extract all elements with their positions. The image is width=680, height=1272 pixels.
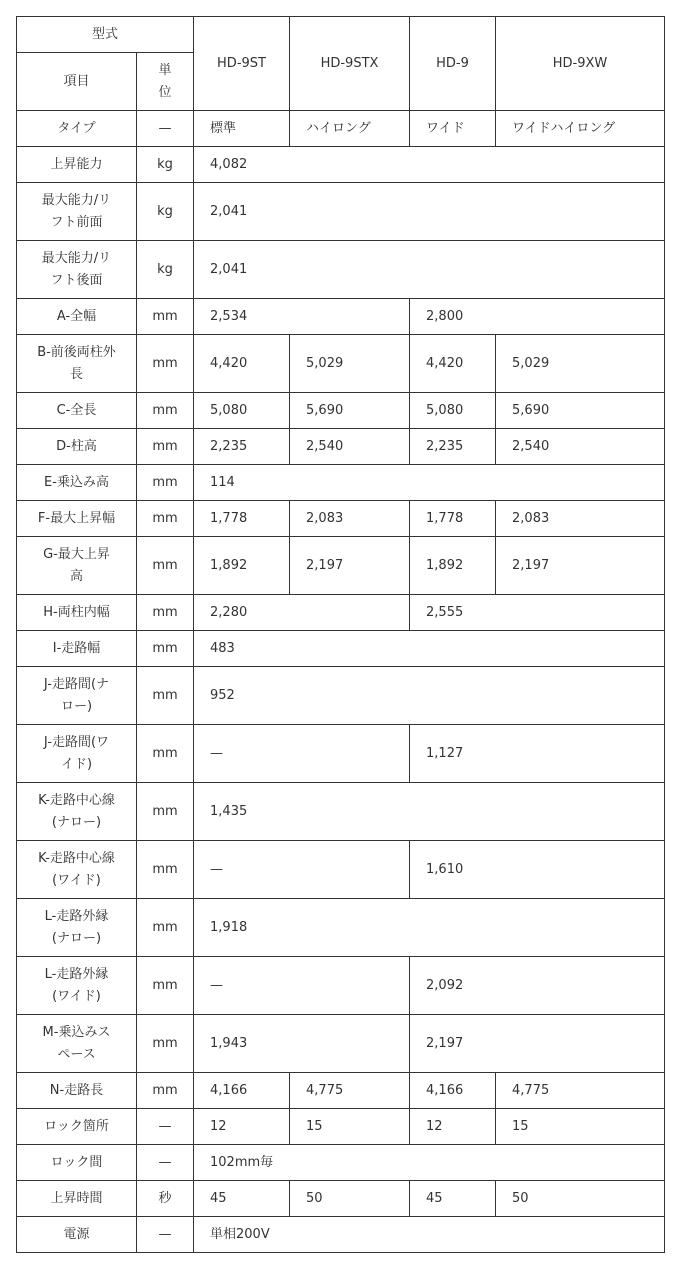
header-row-model — [17, 17, 665, 53]
value-cell: 1,435 — [194, 783, 665, 841]
value-cell: 2,083 — [496, 501, 665, 537]
value-cell: 952 — [194, 667, 665, 725]
row-unit-cell: mm — [137, 595, 194, 631]
unit-header-cell: 単 位 — [137, 53, 194, 111]
table-row — [17, 1015, 665, 1073]
row-unit-cell: kg — [137, 241, 194, 299]
value-cell: 2,540 — [290, 429, 410, 465]
value-cell: 5,080 — [194, 393, 290, 429]
value-cell: 12 — [410, 1109, 496, 1145]
row-unit-cell: — — [137, 111, 194, 147]
value-cell: 5,690 — [496, 393, 665, 429]
row-label-cell: A-全幅 — [17, 299, 137, 335]
table-row — [17, 667, 665, 725]
value-cell: 2,534 — [194, 299, 410, 335]
value-cell: 102mm毎 — [194, 1145, 665, 1181]
table-row — [17, 1073, 665, 1109]
row-unit-cell: mm — [137, 429, 194, 465]
row-label-cell: 上昇時間 — [17, 1181, 137, 1217]
row-unit-cell: mm — [137, 335, 194, 393]
value-cell: — — [194, 957, 410, 1015]
value-cell: 50 — [290, 1181, 410, 1217]
value-cell: 単相200V — [194, 1217, 665, 1253]
row-label-cell: H-両柱内幅 — [17, 595, 137, 631]
table-row — [17, 725, 665, 783]
row-label-cell: I-走路幅 — [17, 631, 137, 667]
value-cell: ハイロング — [290, 111, 410, 147]
value-cell: 2,041 — [194, 183, 665, 241]
table-row — [17, 335, 665, 393]
row-label-cell: F-最大上昇幅 — [17, 501, 137, 537]
row-unit-cell: kg — [137, 147, 194, 183]
table-row — [17, 537, 665, 595]
value-cell: ワイド — [410, 111, 496, 147]
value-cell: 12 — [194, 1109, 290, 1145]
value-cell: 1,892 — [194, 537, 290, 595]
value-cell: 114 — [194, 465, 665, 501]
spec-table-container — [16, 16, 665, 1253]
table-row — [17, 783, 665, 841]
row-label-cell: 上昇能力 — [17, 147, 137, 183]
value-cell: 2,083 — [290, 501, 410, 537]
row-unit-cell: mm — [137, 299, 194, 335]
value-cell: 2,041 — [194, 241, 665, 299]
value-cell: 標準 — [194, 111, 290, 147]
row-label-cell: E-乗込み高 — [17, 465, 137, 501]
value-cell: 50 — [496, 1181, 665, 1217]
row-unit-cell: — — [137, 1217, 194, 1253]
row-label-cell: 最大能力/リ フト前面 — [17, 183, 137, 241]
value-cell: 1,778 — [194, 501, 290, 537]
table-row — [17, 899, 665, 957]
row-label-cell: C-全長 — [17, 393, 137, 429]
table-row — [17, 1109, 665, 1145]
row-unit-cell: mm — [137, 841, 194, 899]
row-unit-cell: mm — [137, 783, 194, 841]
table-row — [17, 465, 665, 501]
model-name-cell: HD-9XW — [496, 17, 665, 111]
table-row — [17, 501, 665, 537]
value-cell: 2,235 — [410, 429, 496, 465]
value-cell: 4,420 — [410, 335, 496, 393]
row-unit-cell: mm — [137, 899, 194, 957]
table-row — [17, 1217, 665, 1253]
value-cell: 4,420 — [194, 335, 290, 393]
table-row — [17, 1181, 665, 1217]
row-unit-cell: mm — [137, 393, 194, 429]
table-row — [17, 299, 665, 335]
row-label-cell: K-走路中心線 (ワイド) — [17, 841, 137, 899]
row-label-cell: 電源 — [17, 1217, 137, 1253]
value-cell: 1,892 — [410, 537, 496, 595]
model-name-cell: HD-9 — [410, 17, 496, 111]
row-label-cell: M-乗込みス ペース — [17, 1015, 137, 1073]
value-cell: 2,800 — [410, 299, 665, 335]
table-row — [17, 429, 665, 465]
value-cell: 2,540 — [496, 429, 665, 465]
value-cell: 2,280 — [194, 595, 410, 631]
value-cell: 1,127 — [410, 725, 665, 783]
row-unit-cell: mm — [137, 957, 194, 1015]
value-cell: 2,197 — [290, 537, 410, 595]
row-unit-cell: — — [137, 1145, 194, 1181]
value-cell: 1,918 — [194, 899, 665, 957]
value-cell: 5,029 — [290, 335, 410, 393]
table-row — [17, 1145, 665, 1181]
table-row — [17, 841, 665, 899]
value-cell: 15 — [290, 1109, 410, 1145]
row-label-cell: K-走路中心線 (ナロー) — [17, 783, 137, 841]
row-unit-cell: — — [137, 1109, 194, 1145]
value-cell: 2,235 — [194, 429, 290, 465]
row-unit-cell: mm — [137, 1073, 194, 1109]
row-unit-cell: mm — [137, 465, 194, 501]
value-cell: 2,197 — [410, 1015, 665, 1073]
row-label-cell: J-走路間(ナ ロー) — [17, 667, 137, 725]
row-unit-cell: mm — [137, 667, 194, 725]
value-cell: 2,197 — [496, 537, 665, 595]
table-row — [17, 241, 665, 299]
value-cell: 1,943 — [194, 1015, 410, 1073]
value-cell: 45 — [194, 1181, 290, 1217]
row-unit-cell: mm — [137, 631, 194, 667]
row-label-cell: タイプ — [17, 111, 137, 147]
value-cell: 45 — [410, 1181, 496, 1217]
value-cell: ワイドハイロング — [496, 111, 665, 147]
row-label-cell: 最大能力/リ フト後面 — [17, 241, 137, 299]
row-unit-cell: kg — [137, 183, 194, 241]
table-row — [17, 393, 665, 429]
value-cell: 15 — [496, 1109, 665, 1145]
row-label-cell: J-走路間(ワ イド) — [17, 725, 137, 783]
value-cell: 4,166 — [194, 1073, 290, 1109]
value-cell: 2,555 — [410, 595, 665, 631]
value-cell: 1,610 — [410, 841, 665, 899]
spec-table — [16, 16, 665, 1253]
value-cell: 4,775 — [496, 1073, 665, 1109]
value-cell: 5,080 — [410, 393, 496, 429]
row-label-cell: N-走路長 — [17, 1073, 137, 1109]
table-row — [17, 595, 665, 631]
row-label-cell: ロック箇所 — [17, 1109, 137, 1145]
model-name-cell: HD-9STX — [290, 17, 410, 111]
row-unit-cell: mm — [137, 501, 194, 537]
table-row — [17, 111, 665, 147]
value-cell: 483 — [194, 631, 665, 667]
table-row — [17, 957, 665, 1015]
model-header-cell: 型式 — [17, 17, 194, 53]
row-unit-cell: mm — [137, 537, 194, 595]
value-cell: 4,775 — [290, 1073, 410, 1109]
value-cell: 4,082 — [194, 147, 665, 183]
row-unit-cell: mm — [137, 1015, 194, 1073]
table-row — [17, 147, 665, 183]
row-label-cell: L-走路外縁 (ワイド) — [17, 957, 137, 1015]
value-cell: 5,029 — [496, 335, 665, 393]
value-cell: 4,166 — [410, 1073, 496, 1109]
row-label-cell: B-前後両柱外 長 — [17, 335, 137, 393]
value-cell: — — [194, 841, 410, 899]
value-cell: 1,778 — [410, 501, 496, 537]
row-label-cell: L-走路外縁 (ナロー) — [17, 899, 137, 957]
value-cell: — — [194, 725, 410, 783]
row-label-cell: ロック間 — [17, 1145, 137, 1181]
table-row — [17, 183, 665, 241]
value-cell: 5,690 — [290, 393, 410, 429]
row-label-cell: G-最大上昇 高 — [17, 537, 137, 595]
item-header-cell: 項目 — [17, 53, 137, 111]
value-cell: 2,092 — [410, 957, 665, 1015]
row-unit-cell: 秒 — [137, 1181, 194, 1217]
table-row — [17, 631, 665, 667]
row-unit-cell: mm — [137, 725, 194, 783]
model-name-cell: HD-9ST — [194, 17, 290, 111]
row-label-cell: D-柱高 — [17, 429, 137, 465]
